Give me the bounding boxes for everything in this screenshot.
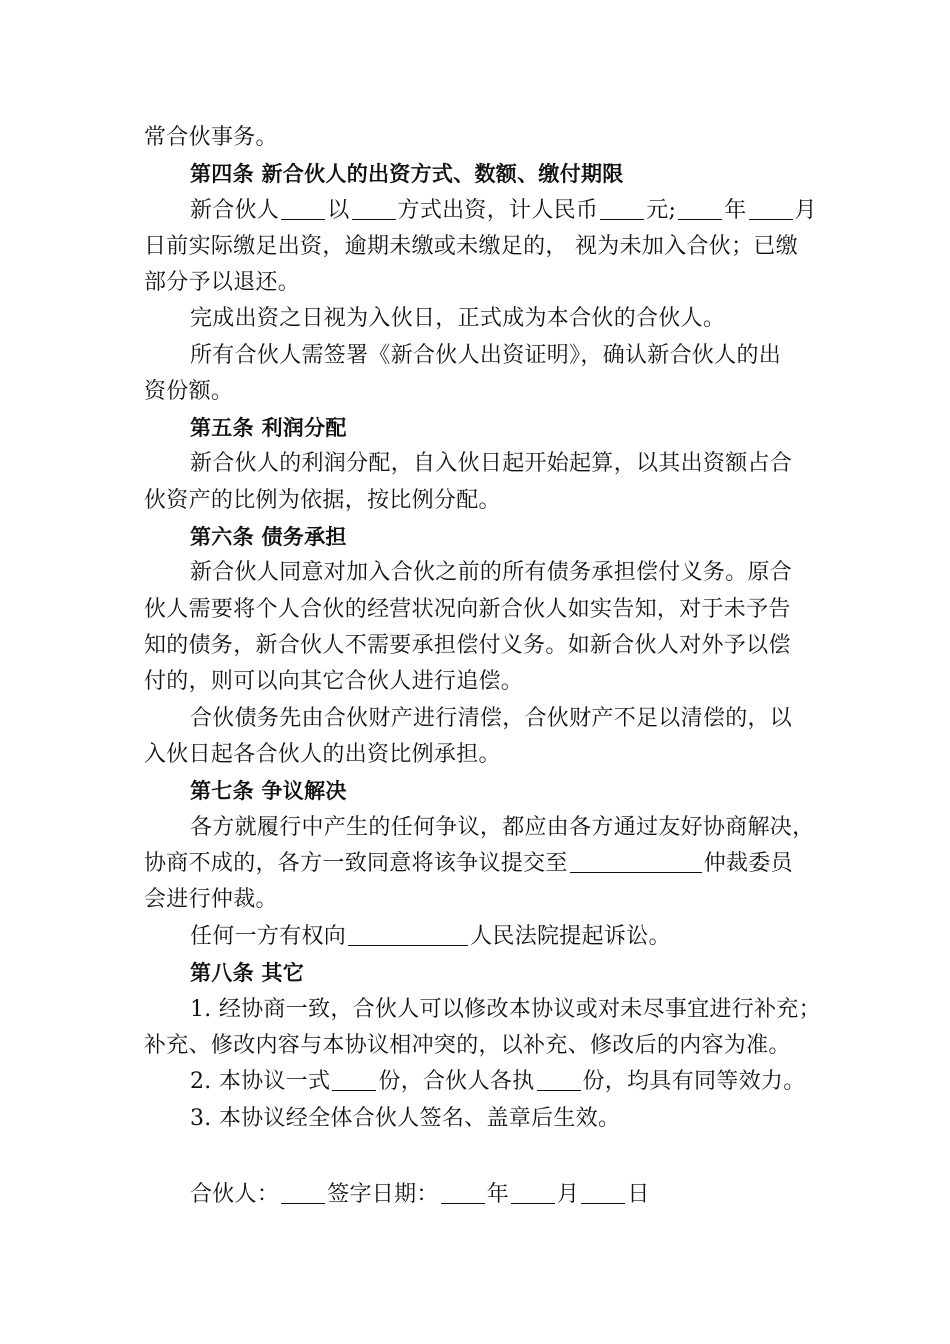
fill-in-blank xyxy=(348,923,468,946)
text: 日前实际缴足出资，逾期未缴或未缴足的， 视为未加入合伙；已缴 xyxy=(144,234,798,259)
fill-in-blank xyxy=(441,1181,485,1204)
text: 签字日期： xyxy=(327,1182,439,1207)
paragraph-line xyxy=(144,486,824,516)
paragraph-line xyxy=(144,377,824,407)
heading-text: 第四条 新合伙人的出资方式、数额、缴付期限 xyxy=(190,162,624,186)
article-6-heading xyxy=(190,522,830,552)
article-8-heading xyxy=(190,958,830,988)
fill-in-blank xyxy=(332,1068,376,1091)
text: 份，合伙人各执 xyxy=(378,1069,535,1094)
text: 年 xyxy=(486,1182,510,1207)
text: 知的债务，新合伙人不需要承担偿付义务。如新合伙人对外予以偿 xyxy=(144,633,791,658)
text: 新合伙人 xyxy=(190,198,280,223)
text: 年 xyxy=(724,198,747,223)
paragraph-line xyxy=(190,558,830,588)
paragraph-line xyxy=(144,849,824,879)
text: 新合伙人同意对加入合伙之前的所有债务承担偿付义务。原合 xyxy=(190,560,793,585)
fill-in-blank xyxy=(749,197,793,220)
text: 补充、修改内容与本协议相冲突的，以补充、修改后的内容为准。 xyxy=(144,1033,791,1058)
paragraph-line xyxy=(190,813,830,843)
text: 仲裁委员 xyxy=(703,851,793,876)
text: 任何一方有权向 xyxy=(190,924,347,949)
signature-line xyxy=(190,1180,830,1210)
text: 完成出资之日视为入伙日，正式成为本合伙的合伙人。 xyxy=(190,306,726,331)
text: 所有合伙人需签署《新合伙人出资证明》，确认新合伙人的出 xyxy=(190,343,782,368)
text: 人民法院提起诉讼。 xyxy=(470,924,671,949)
paragraph-line xyxy=(144,268,824,298)
article-5-heading xyxy=(190,413,830,443)
article-7-heading xyxy=(190,776,830,806)
text: 常合伙事务。 xyxy=(144,125,278,150)
fill-in-blank xyxy=(570,850,702,873)
text: 新合伙人的利润分配，自入伙日起开始起算，以其出资额占合 xyxy=(190,451,793,476)
list-item xyxy=(190,1104,830,1134)
text: 元; xyxy=(646,198,677,223)
paragraph-line xyxy=(144,885,824,915)
text: 份，均具有同等效力。 xyxy=(582,1069,806,1094)
paragraph-line xyxy=(144,631,824,661)
article-4-heading xyxy=(190,159,830,189)
text: 伙人需要将个人合伙的经营状况向新合伙人如实告知，对于未予告 xyxy=(144,597,791,622)
text: 付的，则可以向其它合伙人进行追偿。 xyxy=(144,669,524,694)
fill-in-blank xyxy=(678,197,722,220)
paragraph-line xyxy=(144,595,824,625)
paragraph-line xyxy=(190,922,830,952)
heading-text: 第六条 债务承担 xyxy=(190,525,347,549)
fill-in-blank xyxy=(600,197,644,220)
text: 1. 经协商一致，合伙人可以修改本协议或对未尽事宜进行补充； xyxy=(190,997,821,1022)
fill-in-blank xyxy=(352,197,396,220)
fill-in-blank xyxy=(281,197,325,220)
fill-in-blank xyxy=(511,1181,555,1204)
list-item xyxy=(190,995,830,1025)
text: 会进行仲裁。 xyxy=(144,887,278,912)
heading-text: 第五条 利润分配 xyxy=(190,416,347,440)
paragraph-line xyxy=(190,304,830,334)
text: 合伙人： xyxy=(190,1182,280,1207)
heading-text: 第七条 争议解决 xyxy=(190,779,347,803)
text: 协商不成的，各方一致同意将该争议提交至 xyxy=(144,851,568,876)
text: 以 xyxy=(327,198,350,223)
paragraph-line xyxy=(144,232,824,262)
text: 合伙债务先由合伙财产进行清偿，合伙财产不足以清偿的，以 xyxy=(190,706,793,731)
text: 入伙日起各合伙人的出资比例承担。 xyxy=(144,742,501,767)
fill-in-blank xyxy=(281,1181,325,1204)
text: 3. 本协议经全体合伙人签名、盖章后生效。 xyxy=(190,1106,621,1131)
text: 部分予以退还。 xyxy=(144,270,301,295)
paragraph-line xyxy=(190,449,830,479)
paragraph-line xyxy=(190,704,830,734)
text: 各方就履行中产生的任何争议，都应由各方通过友好协商解决， xyxy=(190,815,815,840)
text: 月 xyxy=(794,198,817,223)
paragraph-line xyxy=(144,667,824,697)
fill-in-blank xyxy=(581,1181,625,1204)
text: 月 xyxy=(557,1182,580,1207)
text: 伙资产的比例为依据，按比例分配。 xyxy=(144,488,501,513)
fill-in-blank xyxy=(537,1068,581,1091)
paragraph-line xyxy=(190,341,830,371)
paragraph-line xyxy=(144,1031,824,1061)
text: 方式出资，计人民币 xyxy=(397,198,599,223)
list-item xyxy=(190,1067,830,1097)
text: 2. 本协议一式 xyxy=(190,1069,331,1094)
paragraph-line xyxy=(144,123,824,153)
text: 资份额。 xyxy=(144,379,234,404)
paragraph-line xyxy=(190,196,830,226)
text: 日 xyxy=(627,1182,650,1207)
heading-text: 第八条 其它 xyxy=(190,961,305,985)
paragraph-line xyxy=(144,740,824,770)
